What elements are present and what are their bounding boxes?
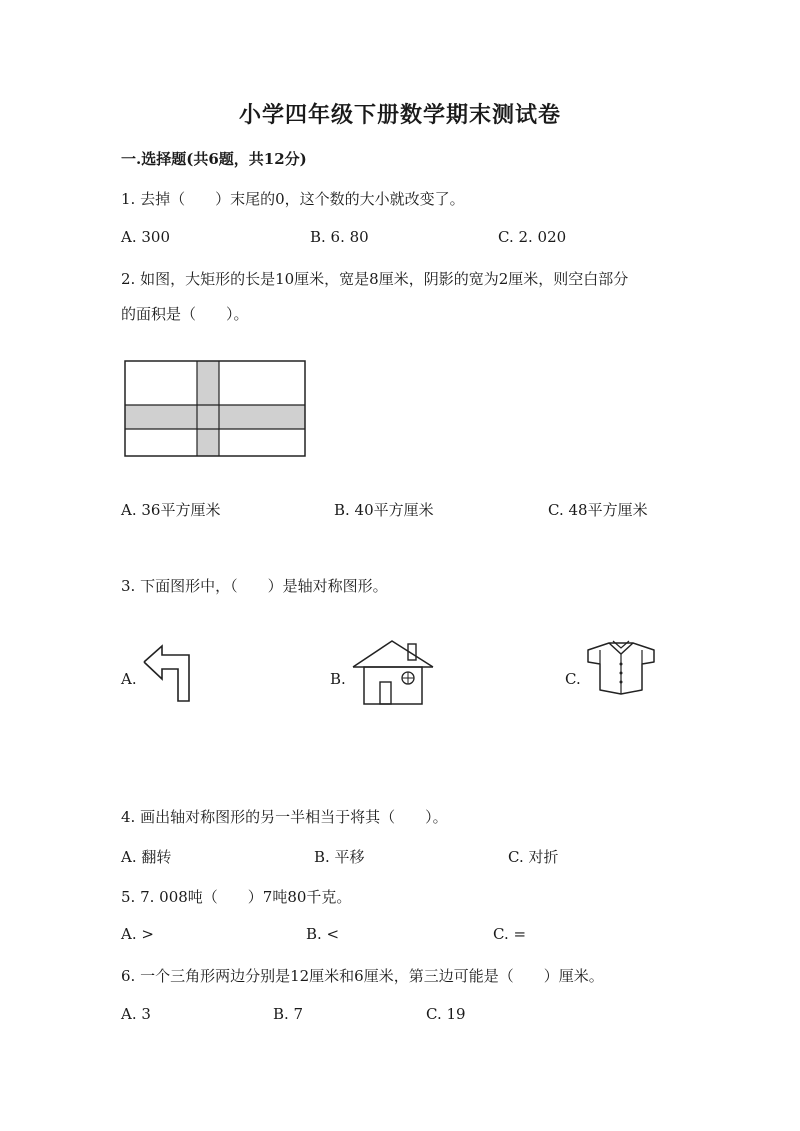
house-body	[364, 667, 422, 704]
option-b: B. 40平方厘米	[334, 501, 434, 519]
option-c: C. 19	[426, 1005, 466, 1023]
option-c: C.	[565, 670, 581, 688]
house-figure	[351, 640, 436, 706]
arrow-figure	[143, 645, 193, 703]
option-a: A. 36平方厘米	[121, 501, 221, 519]
option-c: C. 对折	[508, 848, 559, 866]
section-heading: 一.选择题(共6题，共12分)	[121, 150, 307, 168]
option-b: B. 平移	[314, 848, 365, 866]
shaded-rectangle-figure	[124, 360, 306, 458]
question-text: 1. 去掉（ ）末尾的0，这个数的大小就改变了。	[121, 190, 465, 208]
question-text: 3. 下面图形中，（ ）是轴对称图形。	[121, 577, 388, 595]
question-text: 5. 7. 008吨（ ）7吨80千克。	[121, 888, 352, 906]
page-title: 小学四年级下册数学期末测试卷	[238, 102, 561, 128]
option-a: A. 翻转	[121, 848, 172, 866]
question-text: 6. 一个三角形两边分别是12厘米和6厘米，第三边可能是（ ）厘米。	[121, 967, 604, 985]
option-a: A. >	[121, 925, 154, 943]
option-b: B. 7	[273, 1005, 304, 1023]
option-b: B. 6. 80	[310, 228, 369, 246]
door	[380, 682, 391, 704]
option-a: A. 3	[121, 1005, 151, 1023]
question-text: 4. 画出轴对称图形的另一半相当于将其（ ）。	[121, 808, 448, 826]
question-text-line1: 2. 如图，大矩形的长是10厘米，宽是8厘米，阴影的宽为2厘米，则空白部分	[121, 270, 629, 288]
option-c: C. 2. 020	[498, 228, 567, 246]
option-b: B. <	[306, 925, 340, 943]
option-a: A. 300	[121, 228, 170, 246]
option-c: C. =	[493, 925, 527, 943]
option-c: C. 48平方厘米	[548, 501, 648, 519]
question-text-line2: 的面积是（ ）。	[121, 305, 249, 323]
option-b: B.	[330, 670, 346, 688]
horizontal-shade	[125, 405, 305, 429]
shirt-figure	[587, 640, 655, 696]
option-a: A.	[121, 670, 137, 688]
